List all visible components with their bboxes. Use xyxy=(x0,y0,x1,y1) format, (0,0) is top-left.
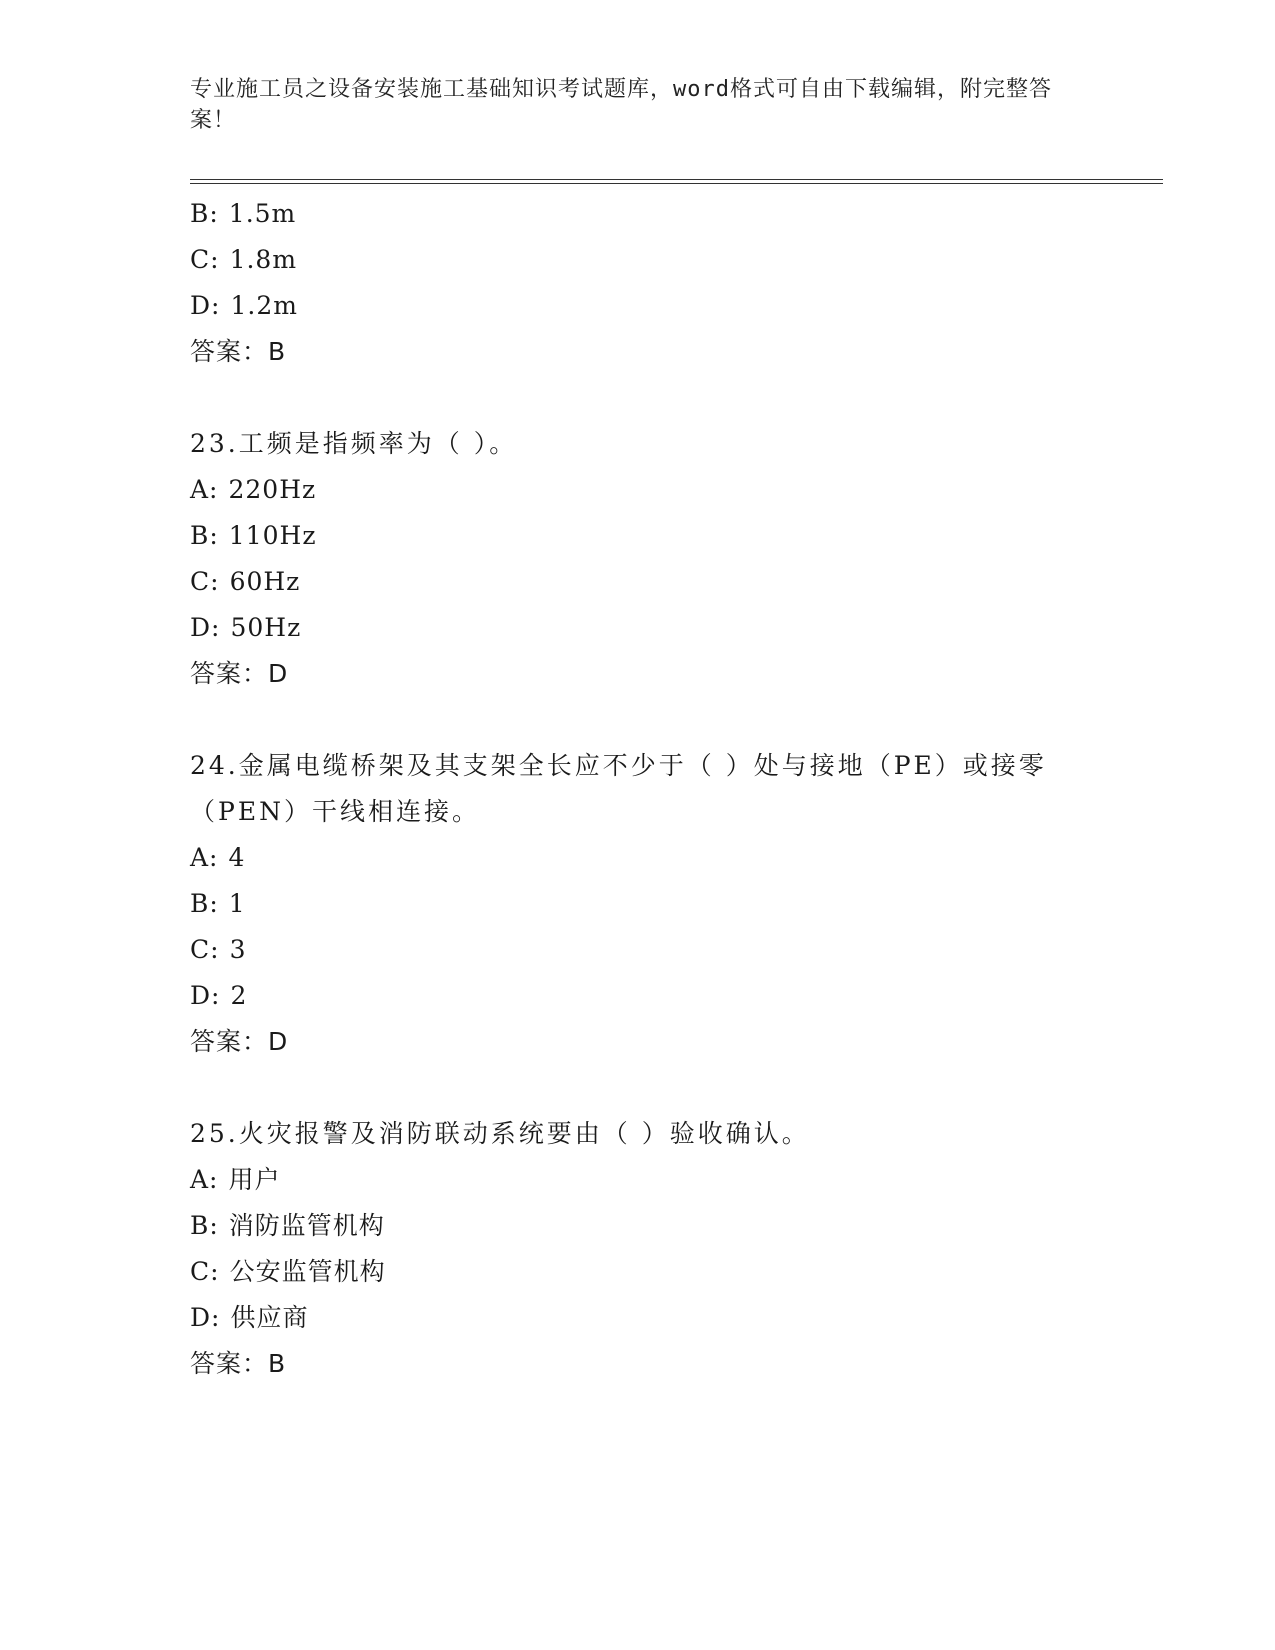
option-text: 60Hz xyxy=(229,567,301,596)
option-label: C: xyxy=(190,245,220,274)
option-text: 110Hz xyxy=(228,521,317,550)
option-b xyxy=(190,513,1090,559)
answer: 答案：B xyxy=(190,1349,287,1378)
option-text: 220Hz xyxy=(228,475,317,504)
option-text: 1.8m xyxy=(229,245,298,274)
header-rule-bottom xyxy=(190,183,1163,184)
answer: 答案：D xyxy=(190,1027,289,1056)
option-d xyxy=(190,973,1090,1019)
option-label: C: xyxy=(190,567,220,596)
option-b xyxy=(190,881,1090,927)
option-label: B: xyxy=(190,521,219,550)
answer: 答案：D xyxy=(190,659,289,688)
question-stem: 24.金属电缆桥架及其支架全长应不少于（ ）处与接地（PE）或接零（PEN）干线相连接。 xyxy=(190,751,1047,826)
option-label: D: xyxy=(190,291,221,320)
option-text: 4 xyxy=(228,843,246,872)
option-text: 公安监管机构 xyxy=(229,1257,386,1286)
option-label: B: xyxy=(190,1211,219,1240)
spacer xyxy=(190,697,1090,743)
option-a xyxy=(190,835,1090,881)
option-c xyxy=(190,1249,1090,1295)
option-d xyxy=(190,283,1090,329)
question-25 xyxy=(190,1111,1090,1387)
option-text: 供应商 xyxy=(230,1303,309,1332)
question-list xyxy=(190,191,1090,1387)
header-title: 专业施工员之设备安装施工基础知识考试题库，word格式可自由下载编辑，附完整答案！ xyxy=(190,77,1052,133)
header-rule-top xyxy=(190,179,1163,180)
option-text: 2 xyxy=(230,981,248,1010)
option-label: A: xyxy=(190,1165,219,1194)
document-header xyxy=(190,74,1070,136)
option-text: 1.5m xyxy=(228,199,297,228)
option-c xyxy=(190,559,1090,605)
option-label: B: xyxy=(190,199,219,228)
option-b xyxy=(190,1203,1090,1249)
option-text: 1.2m xyxy=(230,291,298,320)
option-label: D: xyxy=(190,613,221,642)
option-label: C: xyxy=(190,1257,220,1286)
option-text: 3 xyxy=(229,935,247,964)
answer: 答案：B xyxy=(190,337,287,366)
option-d xyxy=(190,605,1090,651)
spacer xyxy=(190,1065,1090,1111)
option-text: 50Hz xyxy=(230,613,302,642)
question-prev-tail xyxy=(190,191,1090,375)
option-label: A: xyxy=(190,843,219,872)
question-stem: 23.工频是指频率为（ ）。 xyxy=(190,429,518,458)
option-a xyxy=(190,467,1090,513)
option-d xyxy=(190,1295,1090,1341)
option-text: 1 xyxy=(228,889,246,918)
option-c xyxy=(190,927,1090,973)
option-label: C: xyxy=(190,935,220,964)
option-c xyxy=(190,237,1090,283)
option-b xyxy=(190,191,1090,237)
option-label: A: xyxy=(190,475,219,504)
option-text: 用户 xyxy=(228,1165,281,1194)
option-label: B: xyxy=(190,889,219,918)
spacer xyxy=(190,375,1090,421)
question-24 xyxy=(190,743,1090,1065)
option-text: 消防监管机构 xyxy=(228,1211,385,1240)
question-23 xyxy=(190,421,1090,697)
option-a xyxy=(190,1157,1090,1203)
option-label: D: xyxy=(190,981,221,1010)
question-stem: 25.火灾报警及消防联动系统要由（ ）验收确认。 xyxy=(190,1119,810,1148)
option-label: D: xyxy=(190,1303,221,1332)
